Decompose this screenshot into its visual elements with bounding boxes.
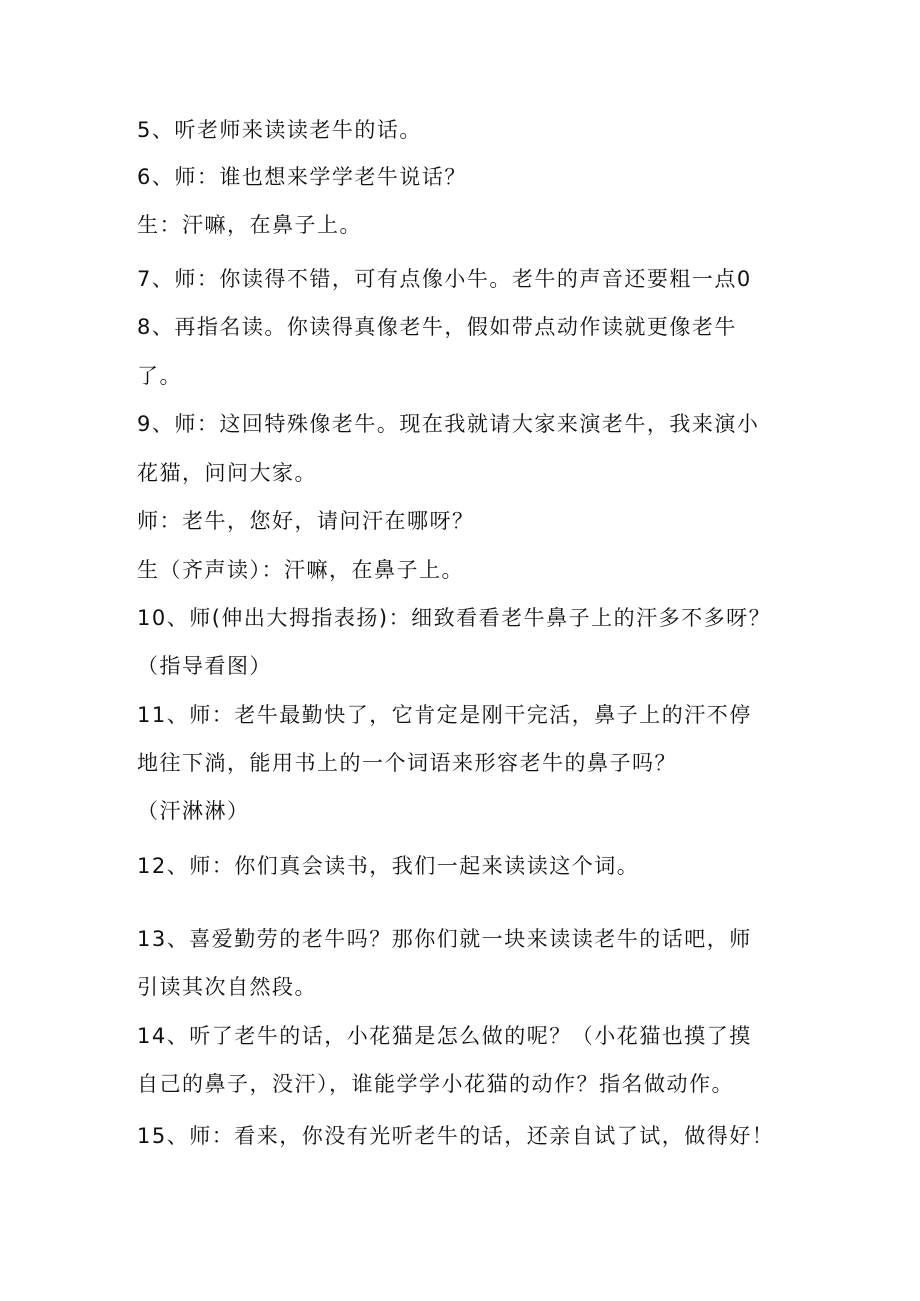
text-line: 花猫，问问大家。 <box>137 461 317 485</box>
text-line: 7、师：你读得不错，可有点像小牛。老牛的声音还要粗一点0 <box>137 267 752 291</box>
text-line: 引读其次自然段。 <box>137 975 317 999</box>
text-line: （指导看图） <box>137 654 272 678</box>
text-line: 5、听老师来读读老牛的话。 <box>137 118 422 142</box>
text-line: 自己的鼻子，没汗），谁能学学小花猫的动作？指名做动作。 <box>137 1072 734 1096</box>
text-line: 师：老牛，您好，请问汗在哪呀？ <box>137 509 475 533</box>
text-line: 了。 <box>137 364 182 388</box>
text-line: 8、再指名读。你读得真像老牛，假如带点动作读就更像老牛 <box>137 315 737 339</box>
text-line: 15、师：看来，你没有光听老牛的话，还亲自试了试，做得好！ <box>137 1124 775 1148</box>
text-line: 生（齐声读）：汗嘛，在鼻子上。 <box>137 558 464 582</box>
text-line: 生：汗嘛，在鼻子上。 <box>137 213 362 237</box>
text-line: 10、师(伸出大拇指表扬)：细致看看老牛鼻子上的汗多不多呀？ <box>137 606 772 630</box>
text-line: 9、师：这回特殊像老牛。现在我就请大家来演老牛，我来演小 <box>137 412 760 436</box>
text-line: 6、师：谁也想来学学老牛说话？ <box>137 165 467 189</box>
text-line: 11、师：老牛最勤快了，它肯定是刚干完活，鼻子上的汗不停 <box>137 703 752 727</box>
text-line: 地往下淌，能用书上的一个词语来形容老牛的鼻子吗？ <box>137 751 677 775</box>
text-line: 12、师：你们真会读书，我们一起来读读这个词。 <box>137 854 640 878</box>
text-line: 13、喜爱勤劳的老牛吗？那你们就一块来读读老牛的话吧，师 <box>137 927 752 951</box>
text-line: （汗淋淋） <box>137 799 250 823</box>
text-line: 14、听了老牛的话，小花猫是怎么做的呢？（小花猫也摸了摸 <box>137 1024 752 1048</box>
